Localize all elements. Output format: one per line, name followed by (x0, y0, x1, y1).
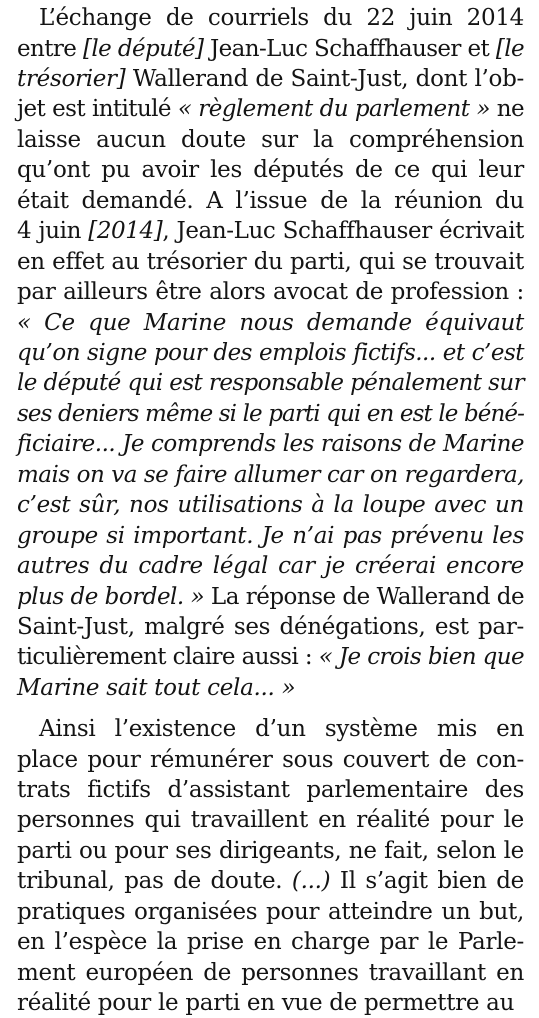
text-line (17, 94, 524, 124)
text: place pour rémunérer sous couvert de con- (17, 746, 524, 773)
text: réalité pour le parti en vue de permettre au (17, 990, 515, 1016)
text-line (39, 3, 524, 33)
italic-text: « règlement du parlement » (177, 96, 490, 123)
text: personnes qui travaillent en réalité pour le (17, 807, 524, 834)
italic-text: mais on va se faire allumer car on regardera, (17, 461, 524, 488)
text-line (17, 673, 524, 703)
italic-text: « Ce que Marine nous demande équivaut (17, 309, 524, 336)
text-line (17, 490, 524, 520)
italic-text: plus de bordel. » (17, 583, 205, 610)
text: en l’espèce la prise en charge par le Parle- (17, 929, 524, 956)
text-line (17, 429, 524, 459)
text: tribunal, pas de doute. (17, 868, 292, 895)
text: entre (17, 35, 83, 62)
text-line (17, 308, 524, 338)
text: Saint-Just, malgré ses dénégations, est par- (17, 614, 524, 640)
text: parti ou pour ses dirigeants, ne fait, selon le (17, 837, 524, 864)
italic-text: ses deniers même si le parti qui en est le béné- (17, 400, 524, 427)
text-line (17, 551, 524, 581)
text-line (17, 612, 524, 642)
text: Ainsi l’existence d’un système mis en (39, 716, 524, 742)
text: en effet au trésorier du parti, qui se trouvait (17, 248, 524, 275)
text-line (17, 186, 524, 216)
text: ment européen de personnes travaillant en (17, 959, 524, 986)
text: ne (489, 96, 525, 123)
text-line (17, 399, 524, 429)
text: par ailleurs être alors avocat de profession : (17, 279, 524, 306)
text: Il s’agit bien de (330, 868, 524, 895)
text: L’échange de courriels du 22 juin 2014 (39, 5, 524, 31)
text-line (17, 897, 524, 927)
italic-text: autres du cadre légal car je créerai encore (17, 553, 524, 580)
text-line (17, 460, 524, 490)
italic-text: c’est sûr, nos utilisations à la loupe avec un (17, 492, 524, 519)
text-line (17, 866, 524, 896)
text-line (17, 247, 524, 277)
text-line (17, 64, 524, 94)
italic-text: groupe si important. Je n’ai pas prévenu les (17, 522, 524, 549)
italic-text: [le (495, 35, 525, 62)
text-line (17, 988, 524, 1018)
text: Jean-Luc Schaffhauser et (203, 35, 496, 62)
italic-text: ficiaire... Je comprends les raisons de Marine (17, 431, 524, 458)
text-line (17, 216, 524, 246)
text-line (17, 277, 524, 307)
italic-text: Marine sait tout cela... » (17, 674, 296, 701)
text: laisse aucun doute sur la compréhension (17, 126, 524, 153)
italic-text: [2014] (88, 218, 163, 245)
text-line (17, 338, 524, 368)
text-line (17, 745, 524, 775)
italic-text: (...) (291, 868, 331, 895)
text: ticulièrement claire aussi : (17, 644, 319, 671)
text-line (17, 125, 524, 155)
text-line (17, 927, 524, 957)
text: jet est intitulé (17, 96, 178, 123)
text-line (17, 368, 524, 398)
text: , Jean-Luc Schaffhauser écrivait (162, 218, 524, 245)
italic-text: « Je crois bien que (318, 644, 524, 671)
text: était demandé. A l’issue de la réunion du (17, 187, 524, 214)
italic-text: qu’on signe pour des emplois fictifs... et c’est (17, 339, 524, 366)
text: La réponse de Wallerand de (204, 583, 525, 610)
italic-text: [le député] (82, 35, 204, 62)
text: 4 juin (17, 218, 89, 245)
text-line (17, 836, 524, 866)
text-line (39, 714, 524, 744)
text-line (17, 521, 524, 551)
text-line (17, 34, 524, 64)
text-line (17, 958, 524, 988)
text: pratiques organisées pour atteindre un but, (17, 898, 524, 925)
text: Wallerand de Saint-Just, dont l’ob- (125, 65, 524, 92)
text-line (17, 805, 524, 835)
text: trats fictifs d’assistant parlementaire des (17, 776, 524, 803)
text-line (17, 775, 524, 805)
text-line (17, 642, 524, 672)
italic-text: trésorier] (17, 65, 126, 92)
text-line (17, 582, 524, 612)
text: qu’ont pu avoir les députés de ce qui leur (17, 157, 524, 184)
text-line (17, 155, 524, 185)
italic-text: le député qui est responsable pénalement sur (17, 370, 524, 397)
